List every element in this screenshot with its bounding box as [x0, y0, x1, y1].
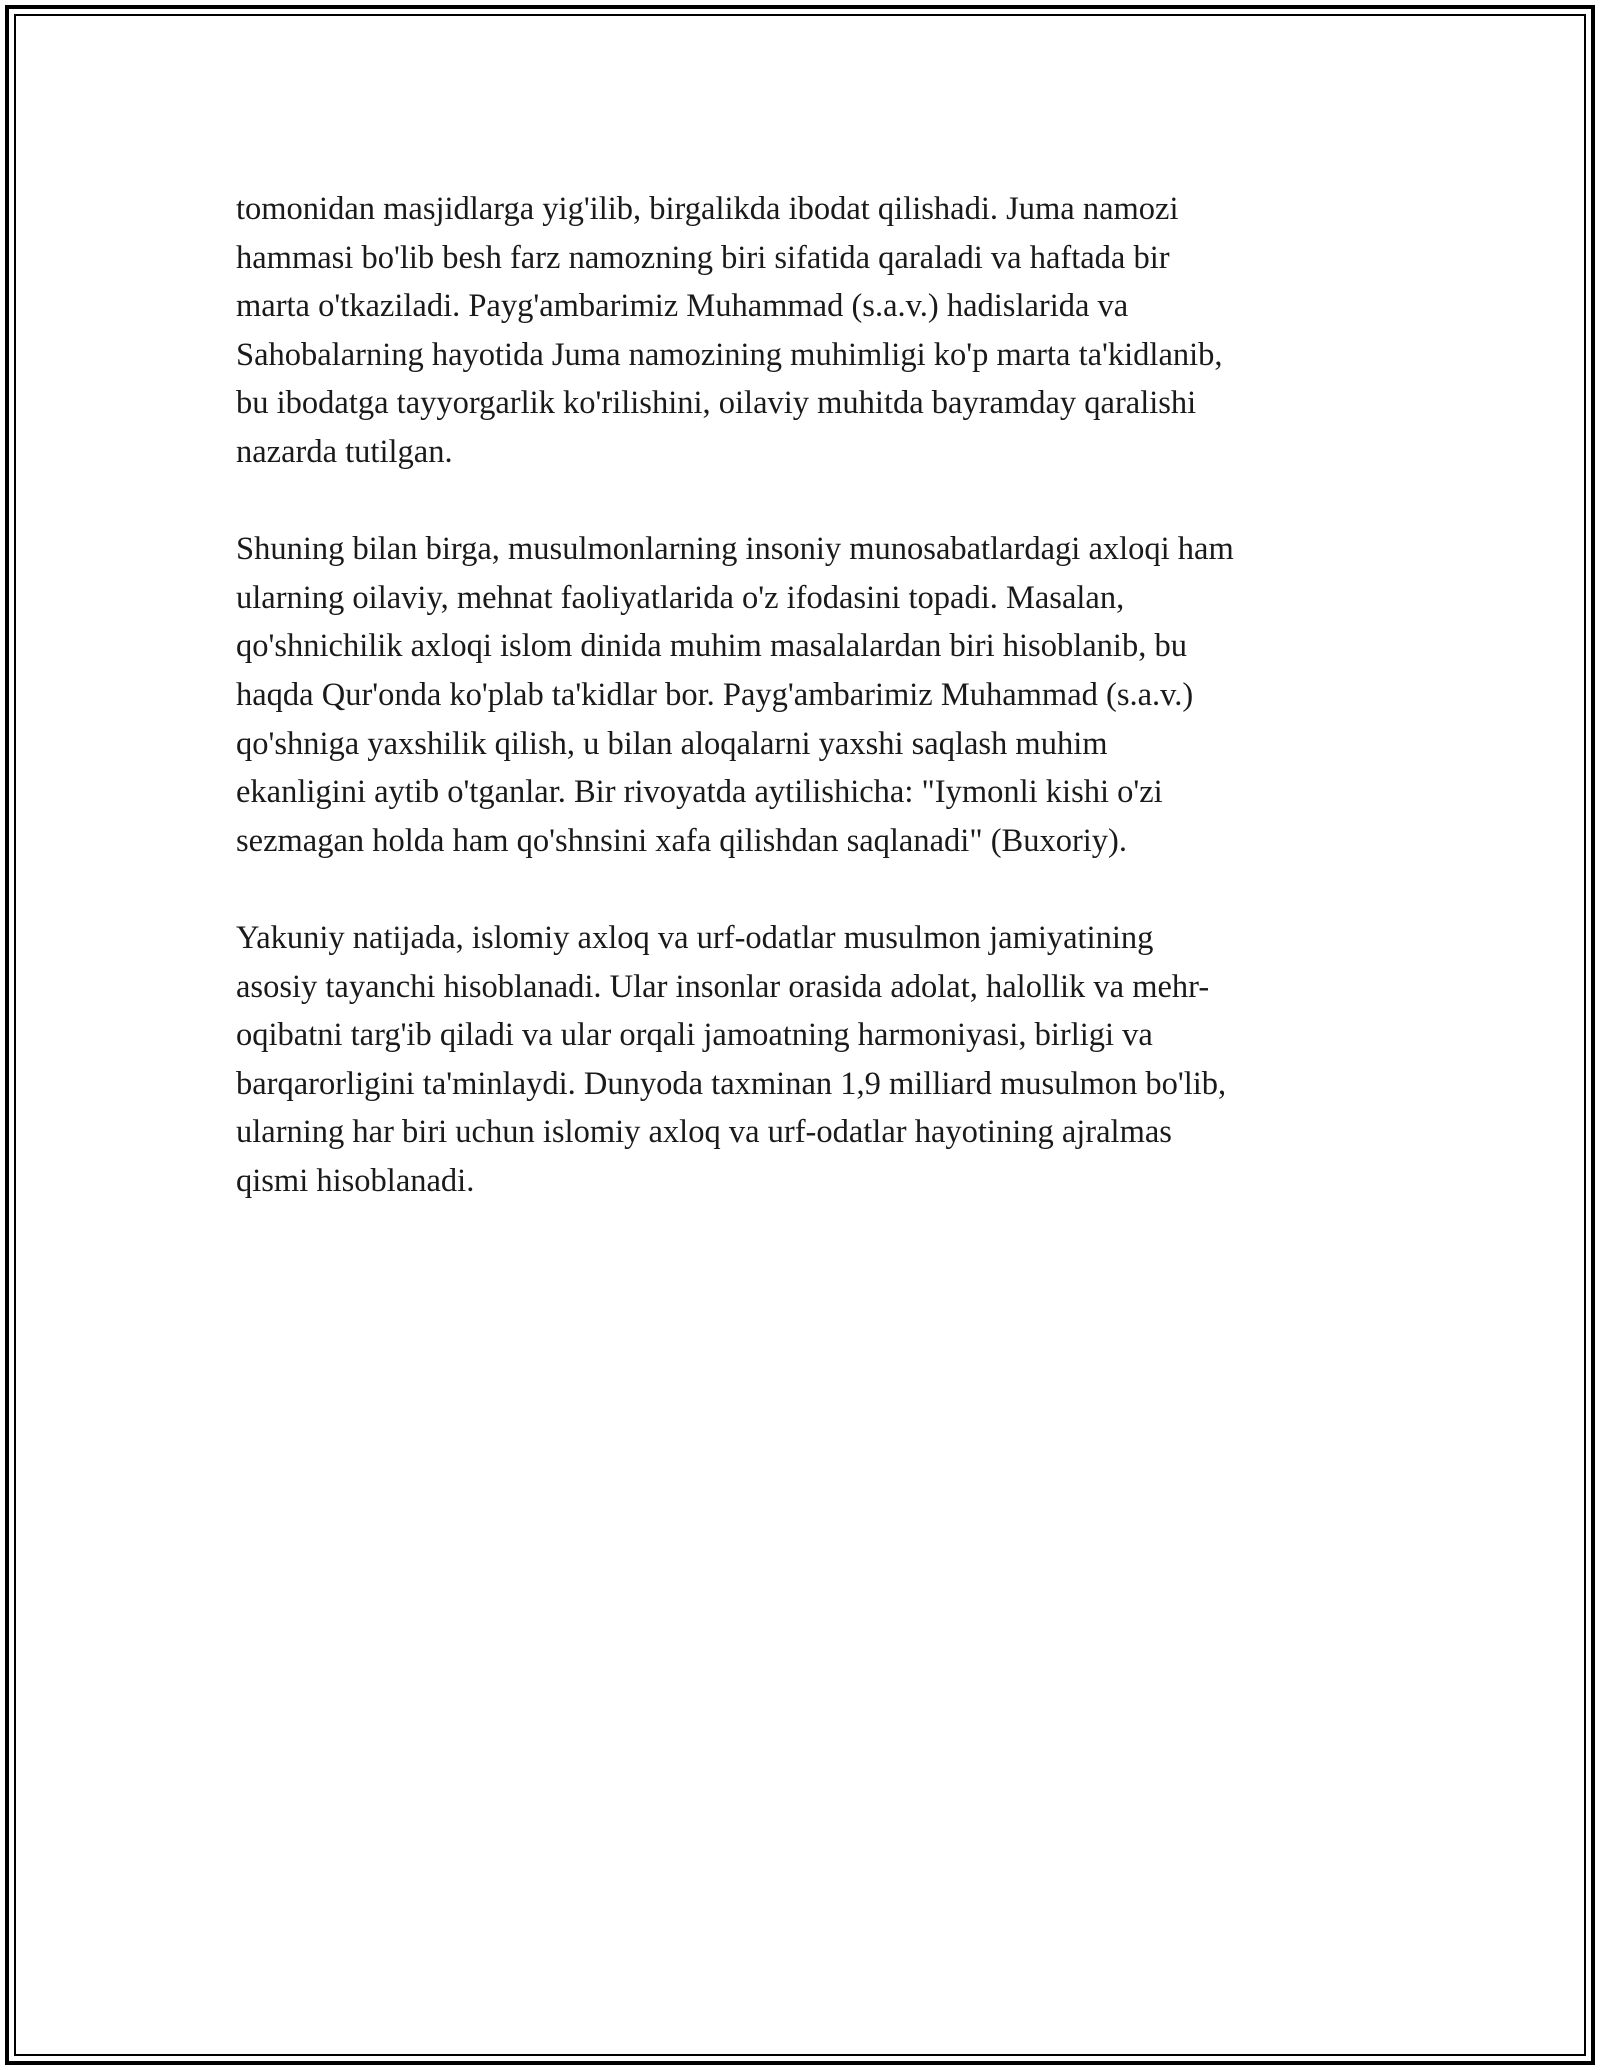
- paragraph-qoshnichilik: Shuning bilan birga, musulmonlarning insoniy munosabatlardagi axloqi ham ularning oilaviy, mehnat faoliyatlarida o'z ifodasini topadi. Masalan, qo'shnichilik axloqi islom dinida muhim masalalardan biri hisoblanib, bu haqda Qur'onda ko'plab ta'kidlar bor. Payg'ambarimiz Muhammad (s.a.v.) qo'shniga yaxshilik qilish, u bilan aloqalarni yaxshi saqlash muhim ekanligini aytib o'tganlar. Bir rivoyatda aytilishicha: "Iymonli kishi o'zi sezmagan holda ham qo'shnsini xafa qilishdan saqlanadi" (Buxoriy).: [236, 531, 1234, 859]
- document-body: [236, 185, 1396, 1254]
- paragraph-yakuniy-natija: Yakuniy natijada, islomiy axloq va urf-odatlar musulmon jamiyatining asosiy tayanchi hisoblanadi. Ular insonlar orasida adolat, halollik va mehr- oqibatni targ'ib qiladi va ular orqali jamoatning harmoniyasi, birligi va barqarorligini ta'minlaydi. Dunyoda taxminan 1,9 milliard musulmon bo'lib, ularning har biri uchun islomiy axloq va urf-odatlar hayotining ajralmas qismi hisoblanadi.: [236, 919, 1227, 1199]
- paragraph-juma-namozi: tomonidan masjidlarga yig'ilib, birgalikda ibodat qilishadi. Juma namozi hammasi bo'lib besh farz namozning biri sifatida qaraladi va haftada bir marta o'tkaziladi. Payg'ambarimiz Muhammad (s.a.v.) hadislarida va Sahobalarning hayotida Juma namozining muhimligi ko'p marta ta'kidlanib, bu ibodatga tayyorgarlik ko'rilishini, oilaviy muhitda bayramday qaralishi nazarda tutilgan.: [236, 191, 1223, 470]
